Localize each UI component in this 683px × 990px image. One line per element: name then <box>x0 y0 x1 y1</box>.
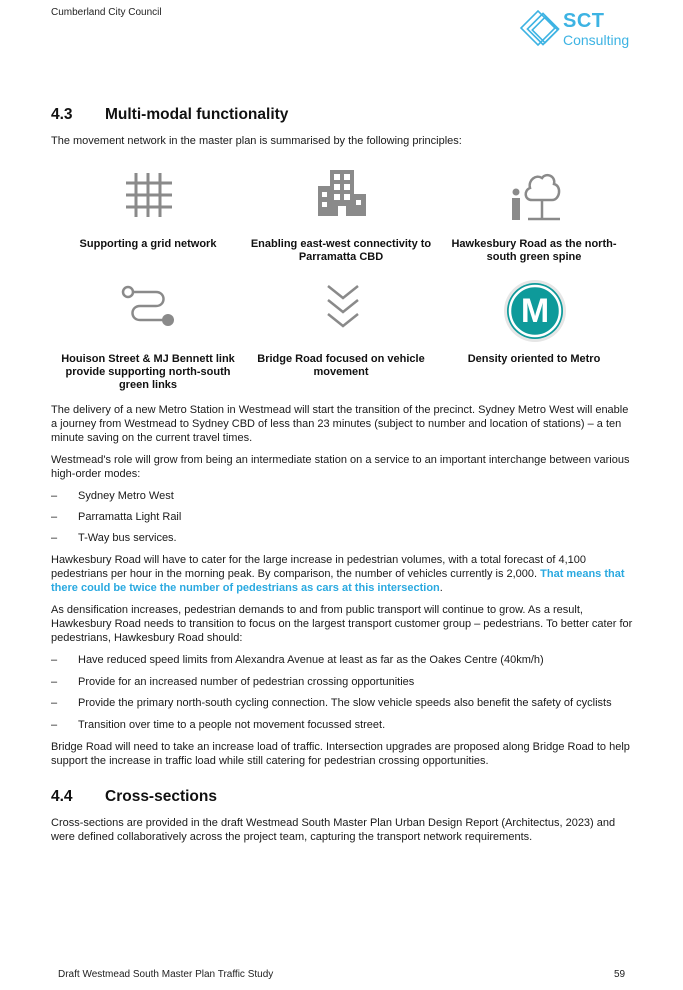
principle-bridge-road-caption: Bridge Road focused on vehicle movement <box>257 353 425 378</box>
list-dash: – <box>51 490 58 502</box>
list-item-text: Provide the primary north-south cycling connection. The slow vehicle speeds also benefit the safety of cyclists <box>78 697 612 709</box>
paragraph-bridge-road: Bridge Road will need to take an increase load of traffic. Intersection upgrades are proposed along Bridge Road to help support the increase in traffic load while still catering for pedestrian crossing opportunities. <box>51 741 630 768</box>
paragraph-cross-sections: Cross-sections are provided in the draft Westmead South Master Plan Urban Design Report (Architectus, 2023) and were defined collaboratively across the project team, capturing the transport network requirements. <box>51 817 616 844</box>
list-item-text: Sydney Metro West <box>78 490 174 502</box>
list-dash: – <box>51 654 58 666</box>
list-item-text: Transition over time to a people not movement focussed street. <box>78 719 386 731</box>
list-dash: – <box>51 532 58 544</box>
paragraph-densification: As densification increases, pedestrian demands to and from public transport will continue to grow. As a result, Hawkesbury Road needs to transition to focus on the largest transport customer group – pedestrians. To better cater for pedestrians, Hawkesbury Road should: <box>51 604 633 645</box>
list-item-text: T-Way bus services. <box>78 532 177 544</box>
metro-icon <box>502 278 568 344</box>
list-item <box>51 510 181 524</box>
section-title: Cross-sections <box>105 788 217 805</box>
list-item <box>51 675 414 689</box>
paragraph-interchange: Westmead's role will grow from being an intermediate station on a service to an important interchange between various high-order modes: <box>51 454 630 481</box>
section-number: 4.4 <box>51 788 73 805</box>
chevrons-down-icon <box>324 282 362 334</box>
sct-logo <box>518 8 638 52</box>
list-item <box>51 653 544 667</box>
principle-east-west-caption: Enabling east-west connectivity to Parramatta CBD <box>250 238 432 263</box>
logo-wordmark: SCT <box>563 10 605 32</box>
list-item <box>51 531 177 545</box>
organisation-name: Cumberland City Council <box>51 7 162 18</box>
list-item-text: Provide for an increased number of pedestrian crossing opportunities <box>78 676 415 688</box>
list-item <box>51 489 174 503</box>
person-tree-icon <box>508 170 564 222</box>
paragraph-text: Hawkesbury Road will have to cater for the large increase in pedestrian volumes, with a total forecast of 4,100 pedestrians per hour in the morning peak. By comparison, the number of vehicles currently is 2,000. <box>51 554 586 581</box>
paragraph-end: . <box>439 582 443 595</box>
principle-green-links-caption: Houison Street & MJ Bennett link provide supporting north-south green links <box>61 353 235 391</box>
list-dash: – <box>51 697 58 709</box>
list-item <box>51 696 612 710</box>
paragraph-metro-station: The delivery of a new Metro Station in Westmead will start the transition of the precinct. Sydney Metro West will enable a journey from Westmead to Sydney CBD of less than 23 minutes (subject to number and location of stations) – a ten minute saving on the current travel times. <box>51 404 629 445</box>
section-heading-4-3 <box>51 106 288 124</box>
footer-document-title: Draft Westmead South Master Plan Traffic Study <box>58 969 274 980</box>
section-heading-4-4 <box>51 788 217 806</box>
list-dash: – <box>51 511 58 523</box>
section-number: 4.3 <box>51 106 73 123</box>
intro-paragraph: The movement network in the master plan is summarised by the following principles: <box>51 135 462 147</box>
highlighted-statement: That means that there could be twice the number of pedestrians as cars at this intersection <box>51 568 625 595</box>
route-link-icon <box>118 282 178 332</box>
list-item <box>51 718 385 732</box>
paragraph-pedestrian-volumes <box>51 553 636 596</box>
logo-mark-icon <box>518 8 566 52</box>
list-item-text: Have reduced speed limits from Alexandra Avenue at least as far as the Oakes Centre (40km/h) <box>78 654 544 666</box>
list-dash: – <box>51 676 58 688</box>
principle-grid-caption: Supporting a grid network <box>79 238 217 250</box>
principle-metro-caption: Density oriented to Metro <box>467 353 601 365</box>
page-number: 59 <box>614 969 626 980</box>
logo-subtitle: Consulting <box>563 32 630 48</box>
section-title: Multi-modal functionality <box>105 106 289 123</box>
grid-icon <box>124 171 174 219</box>
metro-letter: M <box>520 292 550 330</box>
buildings-icon <box>316 168 368 218</box>
list-item-text: Parramatta Light Rail <box>78 511 182 523</box>
principle-green-spine-caption: Hawkesbury Road as the north-south green spine <box>451 238 617 263</box>
list-dash: – <box>51 719 58 731</box>
